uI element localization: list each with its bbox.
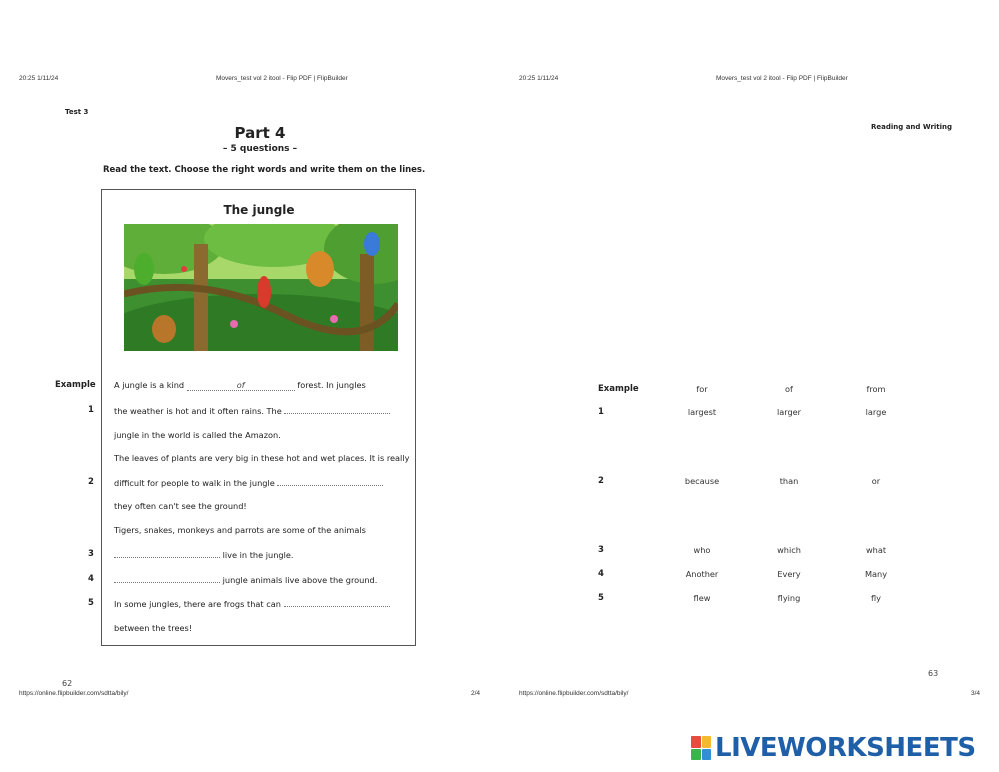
q1-after: jungle in the world is called the Amazon. <box>114 430 281 440</box>
right-header-title: Movers_test vol 2 itool - Flip PDF | FlipBuilder <box>716 75 848 82</box>
options-row-label: 2 <box>598 476 604 486</box>
question-number-1: 1 <box>88 405 94 415</box>
question-number-2: 2 <box>88 477 94 487</box>
q1-before: the weather is hot and it often rains. The <box>114 406 282 416</box>
option-1b[interactable]: larger <box>776 407 802 417</box>
right-header-time: 20:25 1/11/24 <box>519 75 559 82</box>
option-1a[interactable]: largest <box>687 407 717 417</box>
option-3c[interactable]: what <box>865 545 887 555</box>
right-page-number: 63 <box>928 669 939 678</box>
text-line-example <box>114 380 366 391</box>
q5-before: In some jungles, there are frogs that can <box>114 599 281 609</box>
options-row-label: 5 <box>598 593 604 603</box>
left-footer-page: 2/4 <box>471 690 481 697</box>
brand-name: LIVEWORKSHEETS <box>715 733 976 763</box>
example-after: forest. In jungles <box>297 380 366 390</box>
left-header-title: Movers_test vol 2 itool - Flip PDF | FlipBuilder <box>216 75 348 82</box>
option-3b[interactable]: which <box>777 545 801 555</box>
example-answer: of <box>187 380 295 391</box>
part-subtitle: – 5 questions – <box>222 144 298 154</box>
answer-blank-4[interactable] <box>114 574 220 583</box>
text-line-q2 <box>114 477 383 488</box>
option-4b[interactable]: Every <box>777 569 801 579</box>
left-header-time: 20:25 1/11/24 <box>19 75 59 82</box>
option-2a[interactable]: because <box>684 476 720 486</box>
liveworksheets-brand[interactable] <box>691 734 976 762</box>
option-3a[interactable]: who <box>693 545 711 555</box>
question-number-5: 5 <box>88 598 94 608</box>
part-title: Part 4 <box>234 124 286 142</box>
test-label: Test 3 <box>65 108 89 116</box>
option-example-c[interactable]: from <box>866 384 886 394</box>
instruction: Read the text. Choose the right words and write them on the lines. <box>103 165 426 175</box>
option-5c[interactable]: fly <box>870 593 881 603</box>
q2-before: difficult for people to walk in the jungle <box>114 478 275 488</box>
section-label: Reading and Writing <box>871 123 953 131</box>
q5-after: between the trees! <box>114 623 193 633</box>
right-footer-url: https://online.flipbuilder.com/sdtta/bily/ <box>519 690 629 697</box>
question-number-4: 4 <box>88 574 94 584</box>
option-2b[interactable]: than <box>779 476 799 486</box>
option-example-b[interactable]: of <box>785 384 793 394</box>
option-5a[interactable]: flew <box>693 593 711 603</box>
jungle-illustration <box>124 224 398 351</box>
option-4c[interactable]: Many <box>864 569 888 579</box>
option-4a[interactable]: Another <box>685 569 719 579</box>
right-footer-page: 3/4 <box>971 690 981 697</box>
options-row-label: 4 <box>598 569 604 579</box>
text-line-q3 <box>114 549 294 560</box>
example-before: A jungle is a kind <box>114 380 185 390</box>
options-row-label: 1 <box>598 407 604 417</box>
text-line-4: The leaves of plants are very big in these hot and wet places. It is really <box>114 453 410 463</box>
options-row-label: 3 <box>598 545 604 555</box>
answer-blank-3[interactable] <box>114 549 220 558</box>
option-example-a[interactable]: for <box>696 384 708 394</box>
answer-blank-2[interactable] <box>277 477 383 486</box>
text-line-q5 <box>114 598 390 609</box>
left-page-number: 62 <box>62 679 73 688</box>
q2-after: they often can't see the ground! <box>114 501 247 511</box>
q3-after: live in the jungle. <box>222 550 294 560</box>
example-label-left: Example <box>55 380 96 390</box>
answer-blank-5[interactable] <box>284 598 390 607</box>
left-footer-url: https://online.flipbuilder.com/sdtta/bily/ <box>19 690 129 697</box>
option-1c[interactable]: large <box>865 407 887 417</box>
option-5b[interactable]: flying <box>777 593 801 603</box>
q4-after: jungle animals live above the ground. <box>222 575 378 585</box>
text-line-7: Tigers, snakes, monkeys and parrots are some of the animals <box>114 525 366 535</box>
liveworksheets-logo-icon <box>691 736 711 760</box>
text-line-q4 <box>114 574 377 585</box>
text-line-q1 <box>114 405 390 416</box>
options-row-label: Example <box>598 384 639 394</box>
answer-blank-1[interactable] <box>284 405 390 414</box>
question-number-3: 3 <box>88 549 94 559</box>
option-2c[interactable]: or <box>871 476 881 486</box>
box-title: The jungle <box>223 203 295 217</box>
